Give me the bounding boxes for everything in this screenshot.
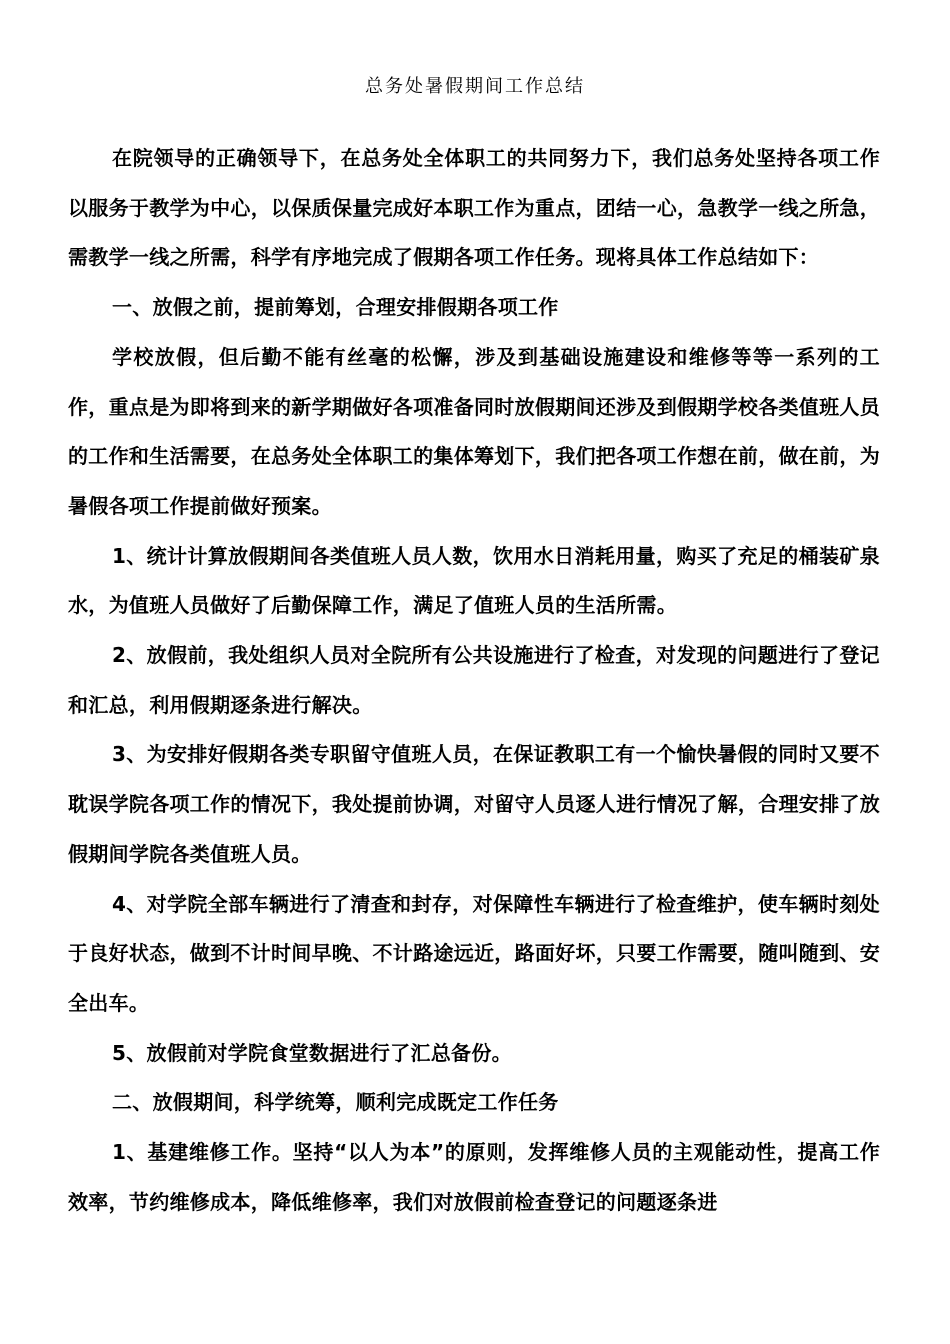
section-heading-1: 一、放假之前，提前筹划，合理安排假期各项工作 — [112, 295, 559, 320]
list-item-2: 2、放假前，我处组织人员对全院所有公共设施进行了检查，对发现的问题进行了登记和汇总，利用假期逐条进行解决。 — [68, 643, 880, 717]
paragraph: 学校放假，但后勤不能有丝毫的松懈，涉及到基础设施建设和维修等等一系列的工作，重点是为即将到来的新学期做好各项准备同时放假期间还涉及到假期学校各类值班人员的工作和生活需要，在总务处全体职工的集体筹划下，我们把各项工作想在前，做在前，为暑假各项工作提前做好预案。 — [68, 344, 880, 518]
list-item-3: 3、为安排好假期各类专职留守值班人员，在保证教职工有一个愉快暑假的同时又要不耽误学院各项工作的情况下，我处提前协调，对留守人员逐人进行情况了解，合理安排了放假期间学院各类值班人员。 — [68, 742, 880, 866]
list-item-4: 4、对学院全部车辆进行了清查和封存，对保障性车辆进行了检查维护，使车辆时刻处于良好状态，做到不计时间早晚、不计路途远近，路面好坏，只要工作需要，随叫随到、安全出车。 — [68, 891, 880, 1015]
paragraph-intro: 在院领导的正确领导下，在总务处全体职工的共同努力下，我们总务处坚持各项工作以服务于教学为中心，以保质保量完成好本职工作为重点，团结一心，急教学一线之所急，需教学一线之所需，科学有序地完成了假期各项工作任务。现将具体工作总结如下： — [68, 146, 880, 270]
document-title: 总务处暑假期间工作总结 — [365, 76, 585, 97]
list-item-6: 1、基建维修工作。坚持“以人为本”的原则，发挥维修人员的主观能动性，提高工作效率，节约维修成本，降低维修率，我们对放假前检查登记的问题逐条进 — [68, 1140, 880, 1214]
list-item-5: 5、放假前对学院食堂数据进行了汇总备份。 — [112, 1040, 512, 1065]
list-item-1: 1、统计计算放假期间各类值班人员人数，饮用水日消耗用量，购买了充足的桶装矿泉水，为值班人员做好了后勤保障工作，满足了值班人员的生活所需。 — [68, 543, 880, 618]
document-body — [68, 134, 880, 1227]
section-heading-2: 二、放假期间，科学统筹，顺利完成既定工作任务 — [112, 1090, 559, 1115]
